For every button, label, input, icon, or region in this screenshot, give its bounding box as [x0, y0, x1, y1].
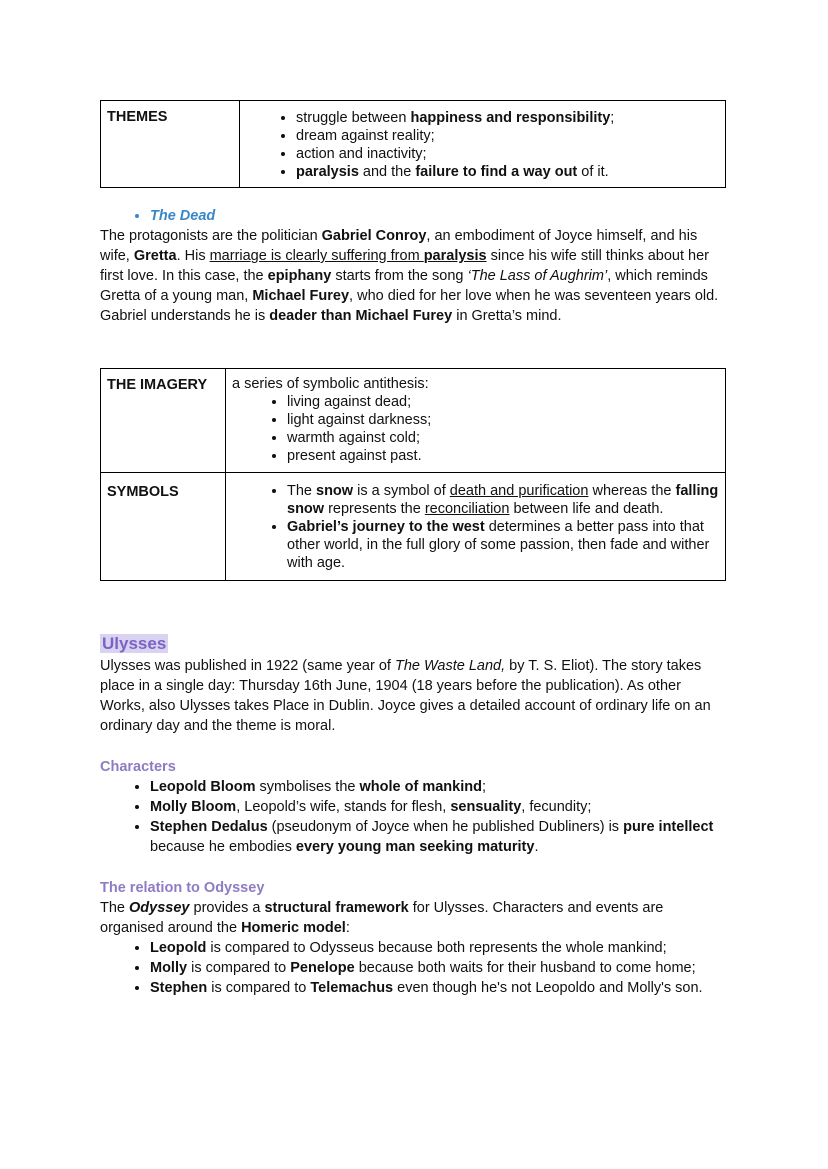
bold-text: deader than Michael Furey — [269, 308, 453, 324]
bold-underlined-text: paralysis — [423, 248, 487, 264]
ulysses-heading: Ulysses — [102, 634, 167, 653]
list-item: • Leopold Bloom symbolises the whole of mankind; — [150, 777, 728, 797]
odyssey-heading: The relation to Odyssey — [100, 880, 265, 896]
themes-list — [246, 109, 719, 181]
bold-text: Homeric model — [241, 920, 346, 936]
list-item: • light against darkness; — [287, 411, 719, 429]
dead-heading-list — [100, 206, 728, 226]
odyssey-list — [100, 938, 728, 998]
list-item: • Stephen Dedalus (pseudonym of Joyce when he published Dubliners) is pure intellect because he embodies every young man seeking maturity. — [150, 817, 728, 857]
bold-text: whole of mankind — [359, 779, 482, 795]
symbols-cell — [226, 473, 726, 581]
underlined-text: reconciliation — [424, 501, 510, 517]
underlined-text: death and purification — [449, 483, 589, 499]
imagery-list — [232, 393, 719, 465]
bold-text: Michael Furey — [252, 288, 350, 304]
bold-italic-text: Odyssey — [129, 900, 190, 916]
bold-text: Stephen — [150, 980, 208, 996]
italic-text: ‘The Lass of Aughrim’ — [467, 268, 608, 284]
list-item: • action and inactivity; — [296, 145, 719, 163]
bold-text: Gabriel’s journey to the west — [287, 519, 485, 535]
list-item: • Molly is compared to Penelope because both waits for their husband to come home; — [150, 958, 728, 978]
list-item: • Molly Bloom, Leopold’s wife, stands for flesh, sensuality, fecundity; — [150, 797, 728, 817]
italic-text: The Waste Land, — [394, 658, 506, 674]
bold-text: Molly — [150, 960, 188, 976]
dead-heading: The Dead — [150, 208, 216, 224]
list-item: • warmth against cold; — [287, 429, 719, 447]
odyssey-paragraph: The Odyssey provides a structural framework for Ulysses. Characters and events are organised around the Homeric model: — [100, 900, 664, 936]
bold-text: failure to find a way out — [415, 164, 578, 180]
imagery-table — [100, 368, 726, 581]
bold-text: happiness and responsibility — [410, 110, 611, 126]
bold-text: paralysis — [296, 164, 359, 180]
bold-text: Leopold Bloom — [150, 779, 256, 795]
symbols-key: SYMBOLS — [101, 473, 226, 581]
list-item: • living against dead; — [287, 393, 719, 411]
underlined-text: marriage is clearly suffering from — [209, 248, 424, 264]
symbols-list — [232, 482, 719, 572]
bold-text: Penelope — [290, 960, 355, 976]
bold-text: Gabriel Conroy — [321, 228, 427, 244]
bold-text: pure intellect — [623, 819, 714, 835]
bold-text: falling snow — [287, 483, 719, 517]
bold-text: Telemachus — [310, 980, 394, 996]
list-item: • The snow is a symbol of death and purification whereas the falling snow represents the reconciliation between life and death. — [287, 482, 719, 518]
list-item: • paralysis and the failure to find a way out of it. — [296, 163, 719, 181]
imagery-key: THE IMAGERY — [101, 369, 226, 473]
bold-text: Gretta — [133, 248, 177, 264]
bold-text: snow — [316, 483, 354, 499]
list-item: • present against past. — [287, 447, 719, 465]
themes-key: THEMES — [101, 101, 240, 188]
themes-cell — [240, 101, 726, 188]
ulysses-paragraph: Ulysses was published in 1922 (same year of The Waste Land, by T. S. Eliot). The story takes place in a single day: Thursday 16th June, 1904 (18 years before the publication). As other Works, also Ulysses takes Place in Dublin. Joyce gives a detailed account of ordinary life on an ordinary day and the theme is moral. — [100, 658, 711, 734]
list-item: • dream against reality; — [296, 127, 719, 145]
list-item: • struggle between happiness and responsibility; — [296, 109, 719, 127]
bold-text: structural framework — [264, 900, 409, 916]
list-item: • Stephen is compared to Telemachus even though he's not Leopoldo and Molly's son. — [150, 978, 728, 998]
list-item: • Leopold is compared to Odysseus because both represents the whole mankind; — [150, 938, 728, 958]
themes-table — [100, 100, 726, 188]
bold-text: Leopold — [150, 940, 207, 956]
bold-text: Molly Bloom — [150, 799, 237, 815]
characters-heading: Characters — [100, 759, 176, 775]
bold-text: epiphany — [267, 268, 332, 284]
list-item: • Gabriel’s journey to the west determines a better pass into that other world, in the full glory of some passion, then fade and wither with age. — [287, 518, 719, 572]
characters-list — [100, 777, 728, 857]
imagery-cell — [226, 369, 726, 473]
dead-paragraph: The protagonists are the politician Gabriel Conroy, an embodiment of Joyce himself, and his wife, Gretta. His marriage is clearly suffering from paralysis since his wife still thinks about her first love. In this case, the epiphany starts from the song ‘The Lass of Aughrim’, which reminds Gretta of a young man, Michael Furey, who died for her love when he was seventeen years old. Gabriel understands he is deader than Michael Furey in Gretta’s mind. — [100, 228, 719, 324]
bold-text: Stephen Dedalus — [150, 819, 268, 835]
bold-text: every young man seeking maturity — [295, 839, 535, 855]
bold-text: sensuality — [450, 799, 522, 815]
imagery-intro: a series of symbolic antithesis: — [232, 376, 429, 392]
